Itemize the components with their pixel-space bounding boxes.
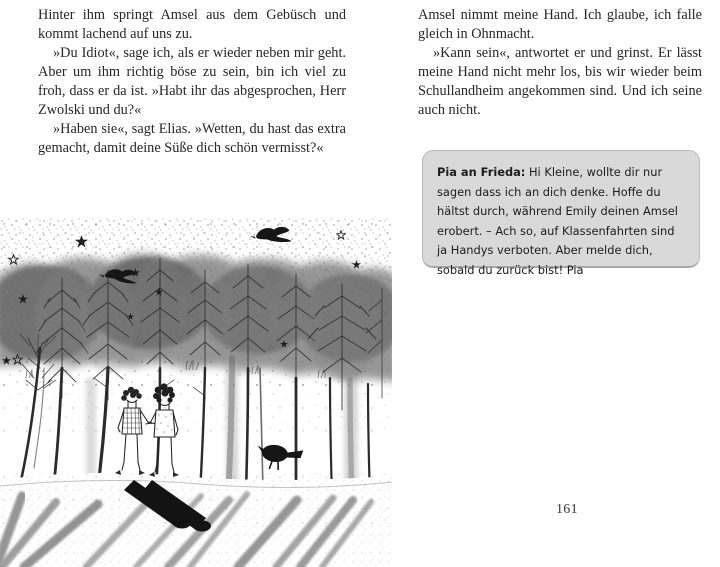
- illustration: [0, 218, 392, 567]
- left-text-column: [38, 6, 346, 158]
- paragraph: »Kann sein«, antwortet er und grinst. Er lässt meine Hand nicht mehr los, bis wir wieder beim Schullandheim angekommen sind. Und ich seine auch nicht.: [418, 45, 702, 119]
- page-number: 161: [556, 502, 578, 517]
- message-sender-label: Pia an Frieda:: [437, 165, 526, 179]
- sms-message-box: [422, 150, 700, 277]
- message-body-text: Hi Kleine, wollte dir nur sagen dass ich an dich denke. Hoffe du hältst durch, während Emily deinen Amsel erobert. – Ach so, auf Klassenfahrten sind ja Handys verboten. Aber melde dich, sobald du zurück bist! Pia: [437, 165, 678, 277]
- right-text-column: [418, 6, 702, 120]
- paragraph: Hinter ihm springt Amsel aus dem Gebüsch und kommt lachend auf uns zu.: [38, 7, 346, 43]
- paragraph: »Haben sie«, sagt Elias. »Wetten, du hast das extra gemacht, damit deine Süße dich schön vermisst?«: [38, 121, 346, 157]
- paragraph: »Du Idiot«, sage ich, als er wieder neben mir geht. Aber um ihm richtig böse zu sein, bin ich viel zu froh, dass er da ist. »Habt ihr das abgesprochen, Herr Zwolski und du?«: [38, 45, 346, 119]
- paragraph: Amsel nimmt meine Hand. Ich glaube, ich falle gleich in Ohnmacht.: [418, 7, 702, 43]
